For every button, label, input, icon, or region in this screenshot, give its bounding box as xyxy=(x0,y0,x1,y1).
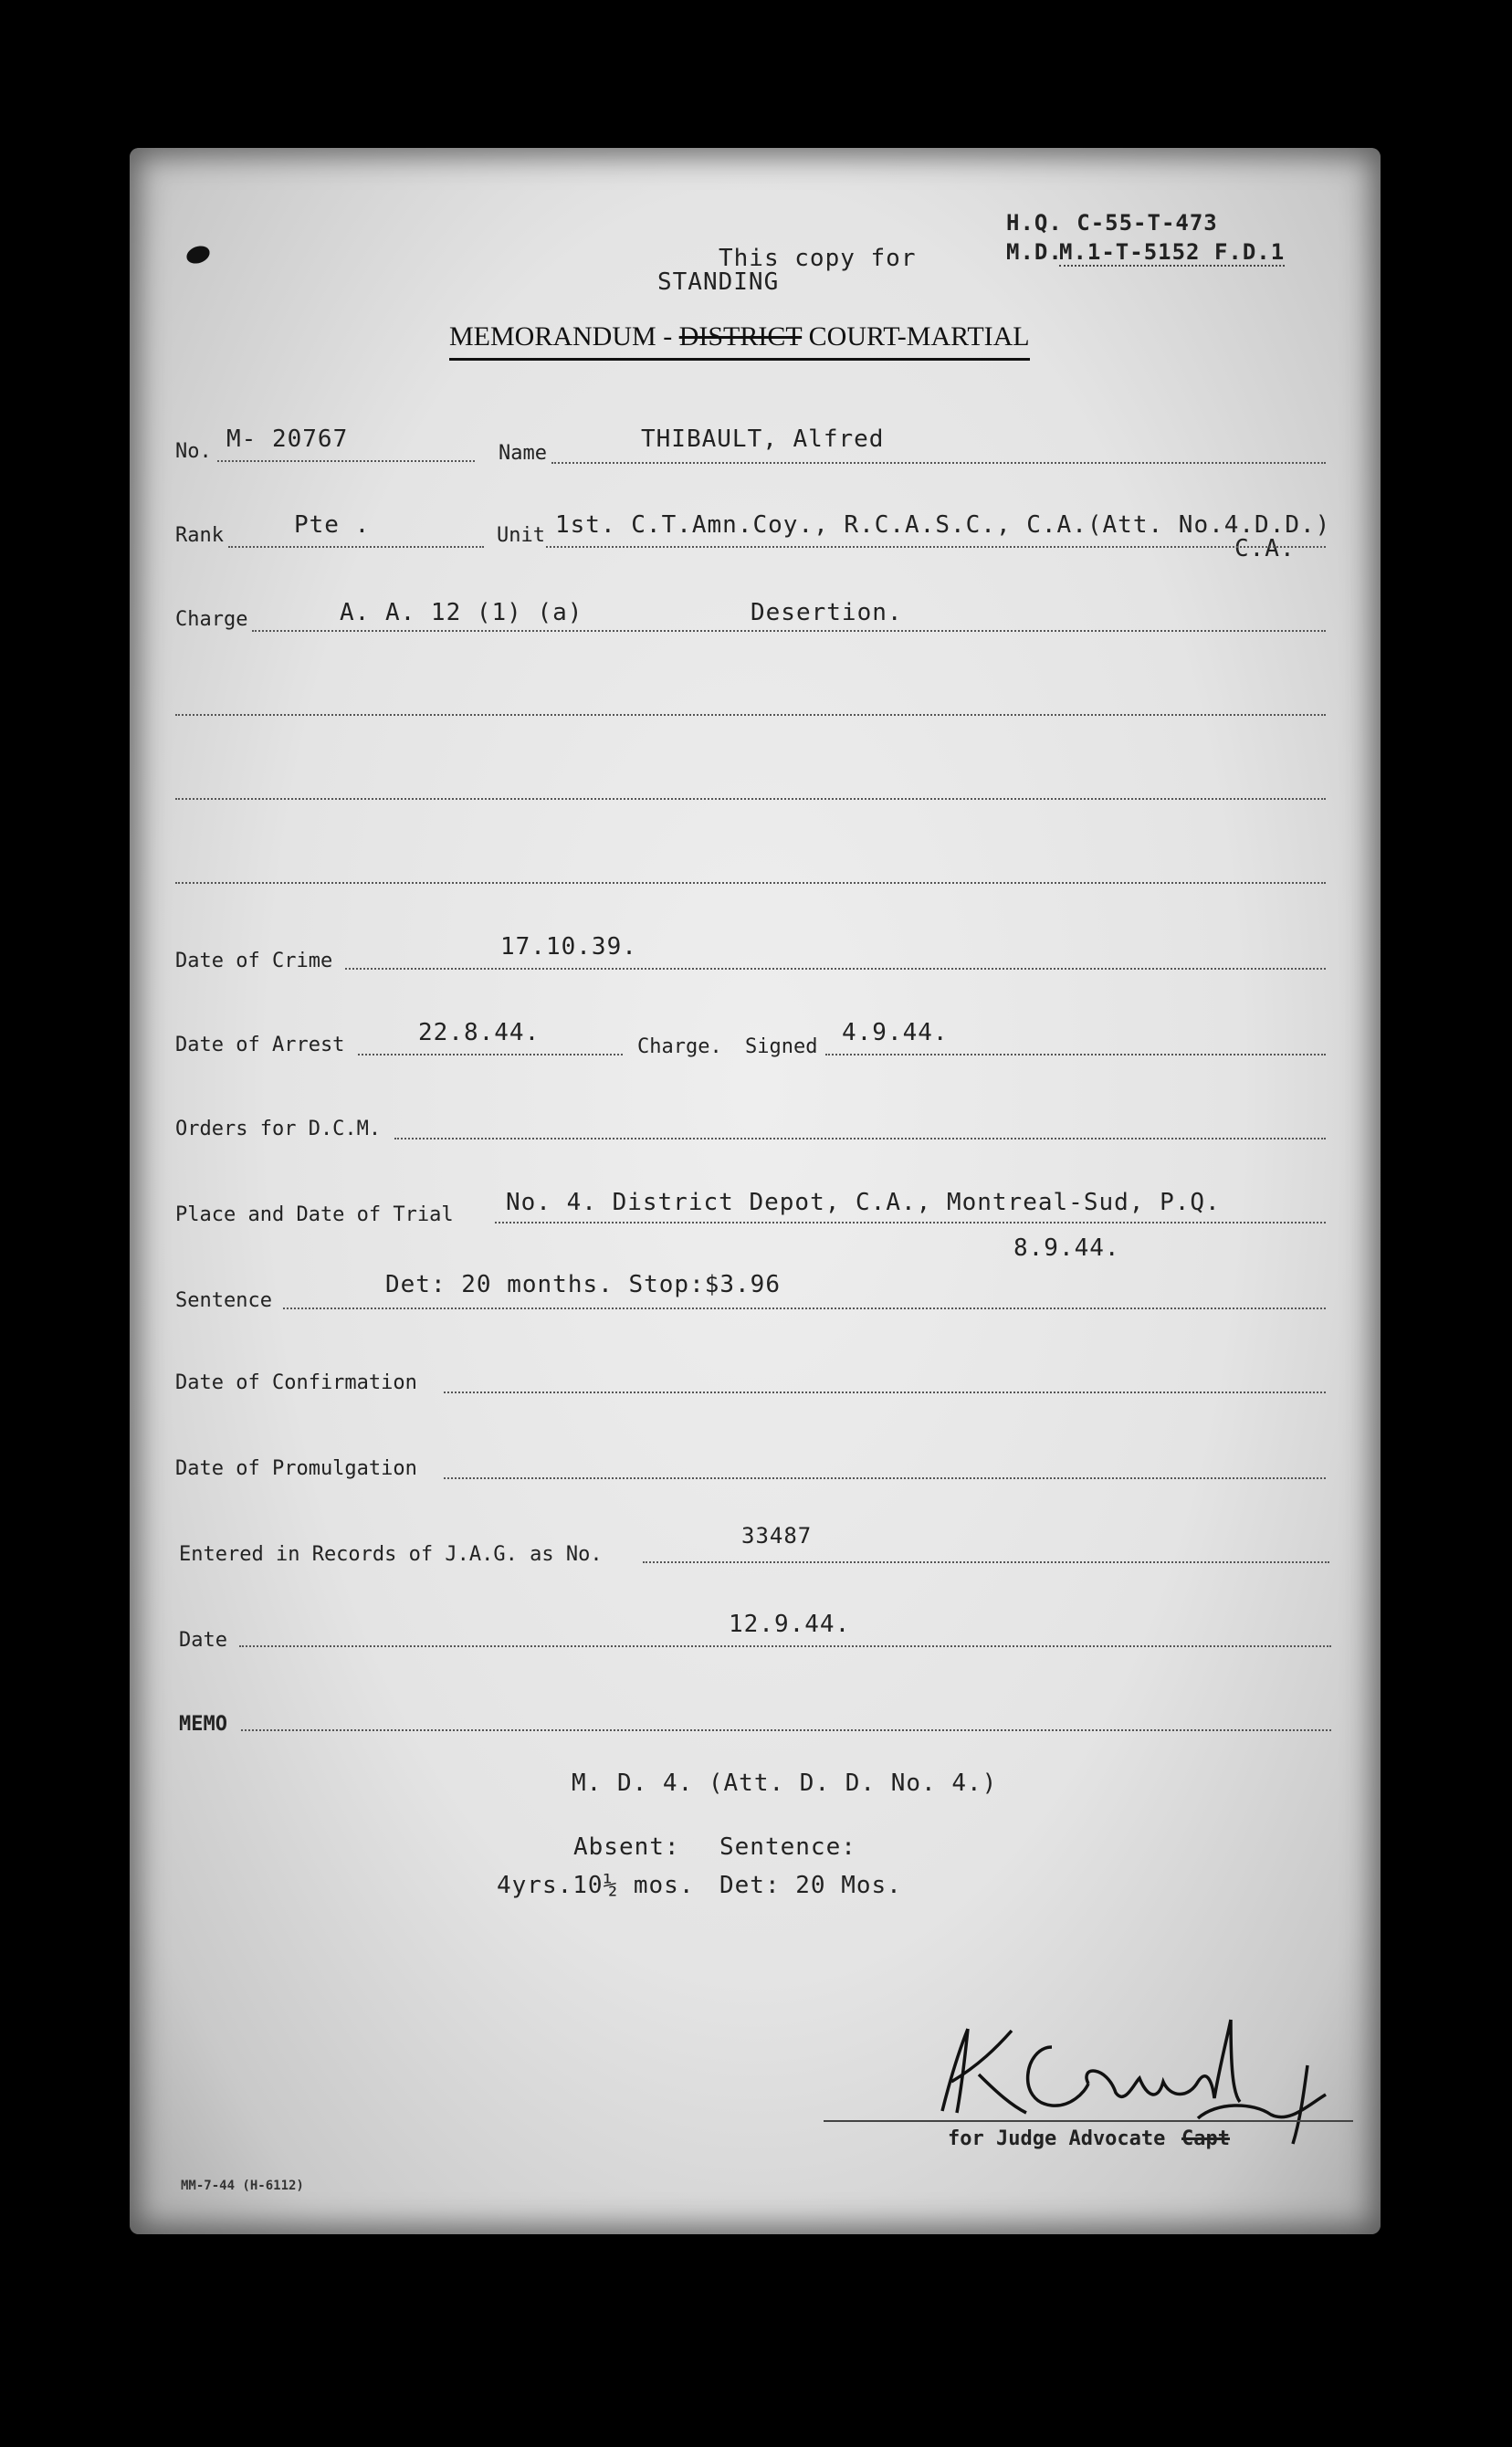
hq-reference: H.Q. C-55-T-473 xyxy=(1006,210,1218,236)
memo-absent-label: Absent: xyxy=(573,1833,680,1861)
service-number: M- 20767 xyxy=(226,425,349,453)
orders-for-dcm-label: Orders for D.C.M. xyxy=(175,1118,382,1140)
sentence-label: Sentence xyxy=(175,1289,272,1312)
rank-value: Pte . xyxy=(294,511,371,539)
charge-signed-label-part1: Charge. xyxy=(637,1035,722,1058)
date-value: 12.9.44. xyxy=(729,1611,851,1638)
name-label: Name xyxy=(499,442,547,465)
soldier-name: THIBAULT, Alfred xyxy=(641,425,885,453)
jag-record-label: Entered in Records of J.A.G. as No. xyxy=(179,1543,603,1566)
place-of-trial-value: No. 4. District Depot, C.A., Montreal-Sud, P.Q. xyxy=(506,1189,1221,1216)
no-label: No. xyxy=(175,440,212,463)
form-code: MM-7-44 (H-6112) xyxy=(181,2179,304,2193)
date-of-arrest-label: Date of Arrest xyxy=(175,1034,345,1056)
unit-value: 1st. C.T.Amn.Coy., R.C.A.S.C., C.A.(Att. No.4.D.D.) xyxy=(555,511,1331,539)
memorandum-title xyxy=(449,321,1030,361)
date-of-confirmation-label: Date of Confirmation xyxy=(175,1371,417,1394)
jag-record-number: 33487 xyxy=(741,1523,813,1549)
copy-for-text: This copy for xyxy=(719,245,917,272)
memo-absent-value: 4yrs.10½ mos. xyxy=(497,1872,695,1899)
title-struck-district: DISTRICT xyxy=(678,321,803,352)
ink-mark xyxy=(184,243,213,267)
memo-line-1: M. D. 4. (Att. D. D. No. 4.) xyxy=(572,1770,998,1797)
charge-signed-label xyxy=(637,1035,817,1058)
standing-text: STANDING xyxy=(657,268,780,296)
date-of-crime-value: 17.10.39. xyxy=(500,933,637,961)
date-of-arrest-value: 22.8.44. xyxy=(418,1019,541,1046)
charge-signed-value: 4.9.44. xyxy=(842,1019,949,1046)
capt-struck: Capt xyxy=(1181,2127,1230,2150)
place-date-trial-label: Place and Date of Trial xyxy=(175,1203,454,1226)
md-prefix: M.D. xyxy=(1006,239,1063,265)
unit-label: Unit xyxy=(497,524,545,547)
date-of-crime-label: Date of Crime xyxy=(175,950,333,972)
for-judge-advocate-label: for Judge Advocate xyxy=(948,2127,1166,2150)
date-of-promulgation-label: Date of Promulgation xyxy=(175,1457,417,1480)
memo-label: MEMO xyxy=(179,1713,227,1736)
rank-label: Rank xyxy=(175,524,224,547)
title-dash: - xyxy=(663,321,673,352)
charge-label: Charge xyxy=(175,608,248,631)
charge-signed-label-part2: Signed xyxy=(744,1035,818,1058)
unit-value-line2: C.A. xyxy=(1234,535,1296,562)
sentence-value: Det: 20 months. Stop:$3.96 xyxy=(385,1271,781,1298)
charge-section: A. A. 12 (1) (a) xyxy=(340,599,583,626)
date-of-trial-value: 8.9.44. xyxy=(1013,1234,1120,1262)
title-court-martial: COURT-MARTIAL xyxy=(808,321,1030,352)
memorandum-card xyxy=(130,148,1381,2234)
memo-sentence-label: Sentence: xyxy=(719,1833,856,1861)
charge-text: Desertion. xyxy=(751,599,903,626)
memo-sentence-value: Det: 20 Mos. xyxy=(719,1872,902,1899)
date-label: Date xyxy=(179,1629,227,1652)
title-memorandum: MEMORANDUM xyxy=(449,321,656,352)
md-reference: M.1-T-5152 F.D.1 xyxy=(1059,239,1286,265)
